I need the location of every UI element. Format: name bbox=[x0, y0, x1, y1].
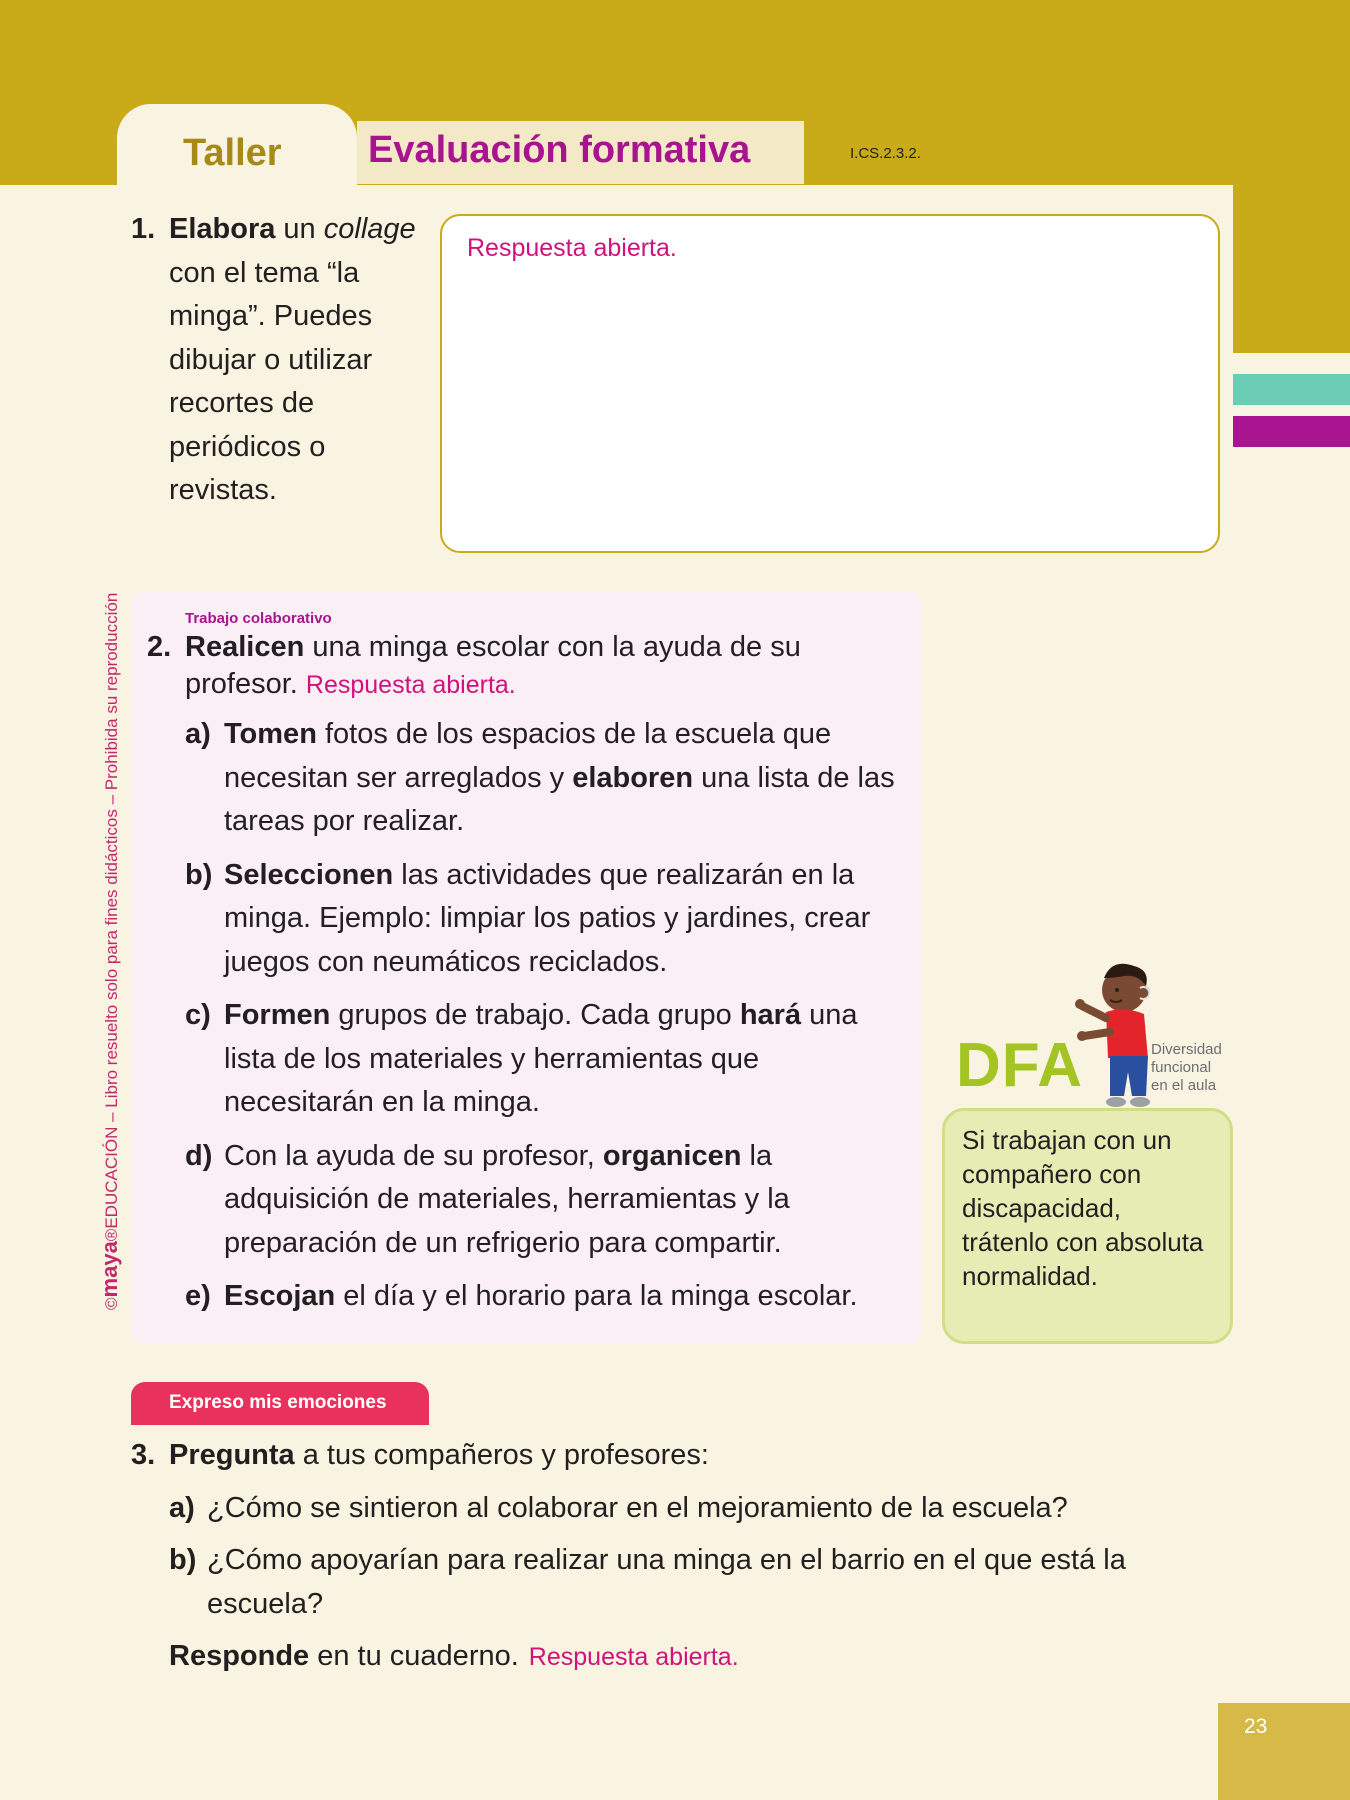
page-number-box bbox=[1218, 1703, 1350, 1800]
section-label: Trabajo colaborativo bbox=[185, 610, 332, 627]
answer-text: Respuesta abierta. bbox=[528, 1643, 739, 1671]
tab-evaluacion-label: Evaluación formativa bbox=[368, 129, 751, 171]
side-band bbox=[1233, 0, 1350, 353]
dfa-note-text: Si trabajan con un compañero con discapacidad, trátenlo con absoluta normalidad. bbox=[962, 1125, 1204, 1291]
question-text: Realicen una minga escolar con la ayuda de su profesor. Respuesta abierta. bbox=[185, 631, 801, 700]
question-number: 1. bbox=[131, 213, 156, 245]
list-item: d) Con la ayuda de su profesor, organicen la adquisición de materiales, herramientas y la preparación de un refrigerio para compartir. bbox=[185, 1139, 790, 1259]
respond-instruction: Responde en tu cuaderno. Respuesta abierta. bbox=[169, 1640, 739, 1672]
emotions-tab bbox=[131, 1382, 429, 1425]
answer-text: Respuesta abierta. bbox=[467, 234, 677, 262]
dfa-note bbox=[942, 1108, 1233, 1344]
answer-text: Respuesta abierta. bbox=[305, 671, 516, 699]
list-item: c) Formen grupos de trabajo. Cada grupo hará una lista de los materiales y herramientas que necesitarán en la minga. bbox=[185, 999, 858, 1118]
question-text: Elabora un collage con el tema “la minga”. Puedes dibujar o utilizar recortes de periódicos o revistas. bbox=[169, 213, 416, 506]
question-3 bbox=[131, 1434, 1211, 1680]
teal-stripe bbox=[1233, 374, 1350, 405]
tab-taller-label: Taller bbox=[183, 132, 282, 174]
list-item: a) ¿Cómo se sintieron al colaborar en el mejoramiento de la escuela? bbox=[169, 1491, 1068, 1524]
dfa-logo: DFA bbox=[956, 1031, 1083, 1100]
answer-box[interactable] bbox=[440, 214, 1220, 553]
copyright-notice: ©maya®EDUCACIÓN – Libro resuelto solo para fines didácticos – Prohibida su reproducción bbox=[97, 592, 122, 1310]
magenta-stripe bbox=[1233, 416, 1350, 447]
question-number: 2. bbox=[147, 631, 172, 663]
emotions-tab-label: Expreso mis emociones bbox=[169, 1392, 387, 1413]
list-item: b) ¿Cómo apoyarían para realizar una minga en el barrio en el que está la escuela? bbox=[169, 1544, 1126, 1620]
question-2 bbox=[147, 629, 907, 1319]
question-number: 3. bbox=[131, 1439, 156, 1471]
dfa-subtitle: Diversidad funcional en el aula bbox=[1151, 1041, 1222, 1094]
page-number: 23 bbox=[1244, 1715, 1268, 1738]
tab-taller bbox=[117, 104, 357, 188]
list-item: b) Seleccionen las actividades que realizarán en la minga. Ejemplo: limpiar los patios y jardines, crear juegos con neumáticos reciclados. bbox=[185, 858, 871, 978]
tab-evaluacion bbox=[357, 121, 804, 184]
collaborative-work-box bbox=[131, 591, 922, 1344]
list-item: a) Tomen fotos de los espacios de la escuela que necesitan ser arreglados y elaboren una lista de las tareas por realizar. bbox=[185, 718, 895, 837]
curriculum-code: I.CS.2.3.2. bbox=[850, 145, 921, 162]
list-item: e) Escojan el día y el horario para la minga escolar. bbox=[185, 1280, 858, 1312]
question-text: Pregunta a tus compañeros y profesores: bbox=[169, 1439, 709, 1471]
